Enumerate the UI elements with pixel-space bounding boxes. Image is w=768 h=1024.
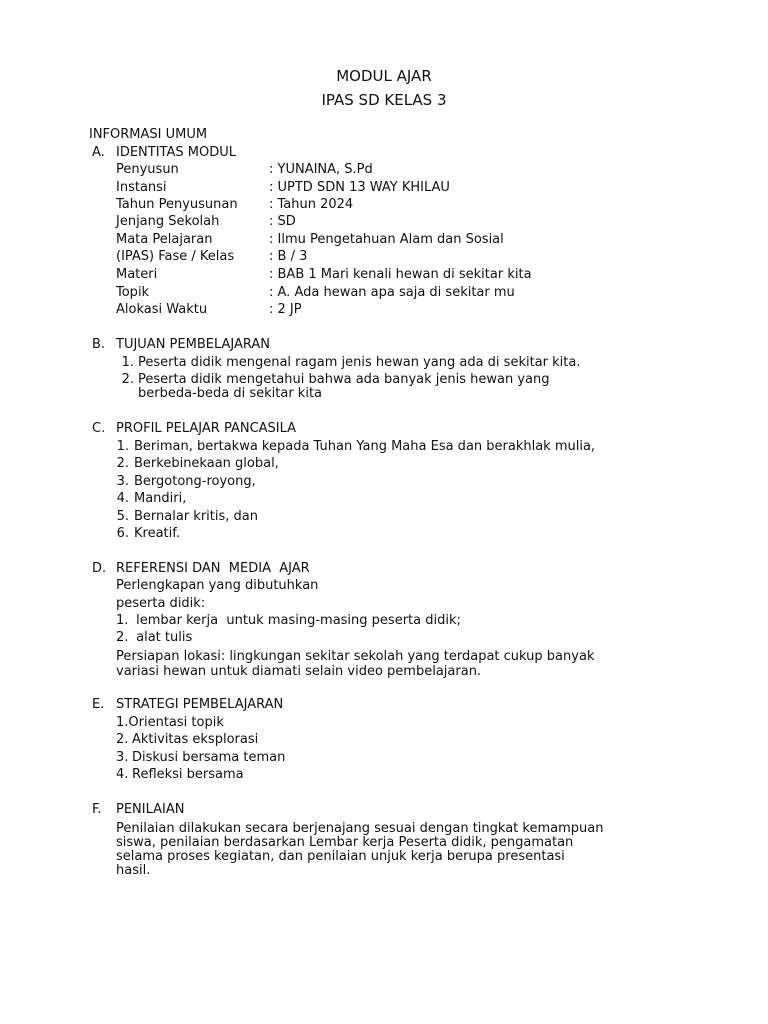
identity-value: : A. Ada hewan apa saja di sekitar mu: [269, 285, 515, 300]
info-heading: INFORMASI UMUM: [89, 127, 208, 142]
list-number: 2.: [121, 372, 134, 387]
section-e-title: STRATEGI PEMBELAJARAN: [116, 697, 284, 712]
list-item: Mandiri,: [134, 491, 187, 506]
list-item: [116, 631, 192, 646]
list-item: Kreatif.: [134, 526, 181, 541]
section-f-title: PENILAIAN: [116, 802, 185, 817]
location-text: variasi hewan untuk diamati selain video pembelajaran.: [116, 664, 482, 679]
list-number: 2.: [116, 630, 129, 645]
document-subtitle: IPAS SD KELAS 3: [321, 91, 447, 109]
list-item-text: Orientasi topik: [128, 715, 224, 730]
identity-label: Mata Pelajaran: [116, 232, 213, 247]
location-text: Persiapan lokasi: lingkungan sekitar sekolah yang terdapat cukup banyak: [116, 649, 595, 664]
section-f-heading: [92, 803, 185, 818]
identity-label: (IPAS) Fase / Kelas: [116, 249, 235, 264]
section-d-intro: peserta didik:: [116, 596, 206, 611]
section-f-letter: F.: [92, 802, 102, 817]
section-c-title: PROFIL PELAJAR PANCASILA: [116, 421, 297, 436]
list-item: Peserta didik mengenal ragam jenis hewan yang ada di sekitar kita.: [138, 355, 581, 370]
identity-label: Instansi: [116, 180, 167, 195]
identity-label: Jenjang Sekolah: [116, 214, 220, 229]
section-c-letter: C.: [92, 421, 106, 436]
list-item: [116, 614, 461, 629]
list-number: 4.: [116, 767, 129, 782]
section-a-heading: [92, 146, 236, 161]
section-b-title: TUJUAN PEMBELAJARAN: [116, 337, 271, 352]
list-item-continuation: berbeda-beda di sekitar kita: [138, 386, 323, 401]
identity-label: Penyusun: [116, 162, 179, 177]
section-e-heading: [92, 698, 283, 713]
list-item: Beriman, bertakwa kepada Tuhan Yang Maha Esa dan berakhlak mulia,: [134, 439, 596, 454]
list-number: 1.: [116, 715, 129, 730]
identity-label: Topik: [116, 285, 150, 300]
assessment-text: selama proses kegiatan, dan penilaian unjuk kerja berupa presentasi: [116, 849, 565, 864]
identity-value: : BAB 1 Mari kenali hewan di sekitar kita: [269, 267, 532, 282]
section-a-letter: A.: [92, 145, 105, 160]
identity-label: Alokasi Waktu: [116, 302, 208, 317]
identity-label: Tahun Penyusunan: [116, 197, 238, 212]
list-number: 5.: [116, 509, 129, 524]
identity-value: : Ilmu Pengetahuan Alam dan Sosial: [269, 232, 504, 247]
section-d-letter: D.: [92, 561, 107, 576]
list-number: 2.: [116, 732, 129, 747]
list-item-text: Aktivitas eksplorasi: [132, 732, 259, 747]
assessment-text: siswa, penilaian berdasarkan Lembar kerja Peserta didik, pengamatan: [116, 835, 574, 850]
identity-value: : YUNAINA, S.Pd: [269, 162, 373, 177]
list-item-text: lembar kerja untuk masing-masing peserta didik;: [136, 613, 461, 628]
identity-value: : Tahun 2024: [269, 197, 354, 212]
list-number: 3.: [116, 750, 129, 765]
list-number: 2.: [116, 456, 129, 471]
section-b-heading: [92, 338, 270, 353]
list-number: 3.: [116, 474, 129, 489]
list-item: [116, 751, 285, 766]
list-item: Bergotong-royong,: [134, 474, 256, 489]
identity-value: : UPTD SDN 13 WAY KHILAU: [269, 180, 450, 195]
identity-label: Materi: [116, 267, 158, 282]
list-item-text: Diskusi bersama teman: [132, 750, 286, 765]
list-number: 6.: [116, 526, 129, 541]
section-e-letter: E.: [92, 697, 105, 712]
list-item: [116, 716, 224, 731]
list-item: [116, 733, 258, 748]
list-number: 1.: [121, 355, 134, 370]
document-title: MODUL AJAR: [336, 67, 432, 85]
section-d-heading: [92, 562, 310, 577]
list-item-text: alat tulis: [136, 630, 193, 645]
list-number: 1.: [116, 613, 129, 628]
identity-value: : B / 3: [269, 249, 308, 264]
section-d-intro: Perlengkapan yang dibutuhkan: [116, 578, 319, 593]
identity-value: : SD: [269, 214, 296, 229]
list-item-text: Refleksi bersama: [132, 767, 244, 782]
list-number: 1.: [116, 439, 129, 454]
section-a-title: IDENTITAS MODUL: [116, 145, 236, 160]
identity-value: : 2 JP: [269, 302, 302, 317]
list-item: Peserta didik mengetahui bahwa ada banyak jenis hewan yang: [138, 372, 550, 387]
assessment-text: hasil.: [116, 863, 151, 878]
list-item: Berkebinekaan global,: [134, 456, 279, 471]
section-b-letter: B.: [92, 337, 106, 352]
section-d-title: REFERENSI DAN MEDIA AJAR: [116, 561, 310, 576]
list-number: 4.: [116, 491, 129, 506]
section-c-heading: [92, 422, 296, 437]
list-item: [116, 768, 244, 783]
list-item: Bernalar kritis, dan: [134, 509, 258, 524]
assessment-text: Penilaian dilakukan secara berjenajang sesuai dengan tingkat kemampuan: [116, 821, 604, 836]
